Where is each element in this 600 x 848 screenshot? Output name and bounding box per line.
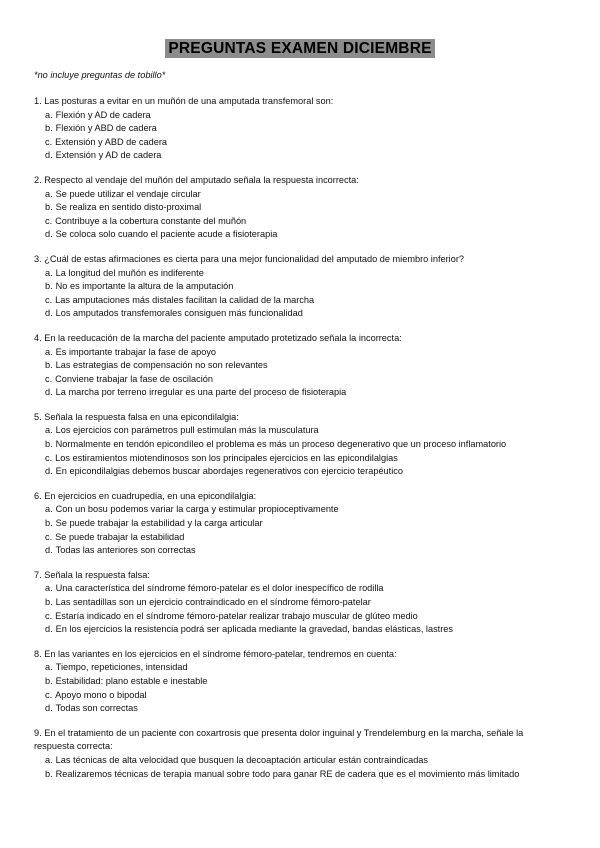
option-letter: b. bbox=[45, 439, 53, 450]
answer-option bbox=[34, 359, 566, 373]
option-letter: b. bbox=[45, 123, 53, 134]
option-list bbox=[34, 267, 566, 321]
answer-option bbox=[34, 689, 566, 703]
question-text: 4. En la reeducación de la marcha del paciente amputado protetizado señala la incorrecta: bbox=[34, 332, 402, 343]
option-letter: a. bbox=[45, 109, 53, 120]
option-letter: c. bbox=[45, 689, 53, 700]
option-text: Las sentadillas son un ejercicio contraindicado en el síndrome fémoro-patelar bbox=[55, 597, 371, 607]
question-3 bbox=[34, 253, 566, 321]
answer-option bbox=[34, 386, 566, 400]
option-list bbox=[34, 503, 566, 557]
option-letter: d. bbox=[45, 308, 53, 319]
question-text: 7. Señala la respuesta falsa: bbox=[34, 569, 150, 580]
option-letter: d. bbox=[45, 387, 53, 398]
question-list bbox=[34, 95, 566, 781]
option-text: Los amputados transfemorales consiguen más funcionalidad bbox=[55, 308, 303, 319]
answer-option bbox=[34, 610, 566, 624]
option-list bbox=[34, 346, 566, 400]
option-letter: b. bbox=[45, 281, 53, 292]
option-text: Todas son correctas bbox=[55, 703, 138, 714]
option-list bbox=[34, 109, 566, 163]
option-letter: b. bbox=[45, 360, 53, 371]
answer-option bbox=[34, 215, 566, 229]
option-letter: c. bbox=[45, 610, 53, 621]
option-letter: a. bbox=[45, 267, 53, 278]
option-letter: b. bbox=[45, 768, 53, 779]
option-text: Conviene trabajar la fase de oscilación bbox=[55, 373, 213, 384]
option-letter: b. bbox=[45, 202, 53, 213]
option-letter: a. bbox=[45, 583, 53, 594]
answer-option bbox=[34, 267, 566, 281]
answer-option bbox=[34, 623, 566, 637]
option-letter: c. bbox=[45, 294, 53, 305]
option-text: Normalmente en tendón epicondíleo el problema es más un proceso degenerativo que un proceso inflamatorio bbox=[55, 439, 507, 450]
option-text: Apoyo mono o bipodal bbox=[55, 689, 147, 700]
option-letter: c. bbox=[45, 452, 53, 463]
option-text: Se puede trabajar la estabilidad bbox=[55, 531, 185, 542]
option-text: La marcha por terreno irregular es una parte del proceso de fisioterapia bbox=[55, 387, 347, 398]
option-list bbox=[34, 754, 566, 781]
question-4 bbox=[34, 332, 566, 400]
option-letter: a. bbox=[45, 188, 53, 199]
option-letter: d. bbox=[45, 703, 53, 714]
option-text: Flexión y AD de cadera bbox=[55, 109, 151, 120]
option-list bbox=[34, 188, 566, 242]
answer-option bbox=[34, 424, 566, 438]
answer-option bbox=[34, 768, 566, 782]
answer-option bbox=[34, 702, 566, 716]
option-letter: a. bbox=[45, 754, 53, 765]
option-list bbox=[34, 424, 566, 478]
answer-option bbox=[34, 531, 566, 545]
option-letter: b. bbox=[45, 675, 53, 686]
answer-option bbox=[34, 465, 566, 479]
option-list bbox=[34, 661, 566, 715]
option-text: En los ejercicios la resistencia podrá ser aplicada mediante la gravedad, bandas elásticas, lastres bbox=[55, 624, 453, 635]
option-letter: d. bbox=[45, 150, 53, 161]
option-text: En epicondilalgias debemos buscar abordajes regenerativos con ejercicio terapéutico bbox=[55, 466, 403, 477]
option-letter: a. bbox=[45, 662, 53, 673]
question-text: 2. Respecto al vendaje del muñón del amputado señala la respuesta incorrecta: bbox=[34, 174, 359, 185]
option-text: No es importante la altura de la amputación bbox=[55, 281, 234, 292]
option-text: Contribuye a la cobertura constante del muñón bbox=[55, 215, 247, 226]
question-text: 3. ¿Cuál de estas afirmaciones es cierta para una mejor funcionalidad del amputado de miembro inferior? bbox=[34, 253, 465, 264]
answer-option bbox=[34, 754, 566, 768]
question-text: 1. Las posturas a evitar en un muñón de una amputada transfemoral son: bbox=[34, 96, 334, 106]
option-text: Se coloca solo cuando el paciente acude a fisioterapia bbox=[55, 229, 278, 240]
option-text: Con un bosu podemos variar la carga y estimular propioceptivamente bbox=[55, 504, 339, 515]
option-text: Flexión y ABD de cadera bbox=[55, 123, 157, 134]
option-text: Las amputaciones más distales facilitan la calidad de la marcha bbox=[55, 294, 315, 305]
answer-option bbox=[34, 307, 566, 321]
option-text: Realizaremos técnicas de terapia manual sobre todo para ganar RE de cadera que es el movimiento más limitado bbox=[55, 768, 520, 779]
question-text: 9. En el tratamiento de un paciente con coxartrosis que presenta dolor inguinal y Trendelemburg en la marcha, señale la respuesta correcta: bbox=[34, 727, 524, 752]
option-text: Se puede utilizar el vendaje circular bbox=[55, 188, 201, 199]
exam-note: *no incluye preguntas de tobillo* bbox=[34, 70, 166, 80]
question-text: 5. Señala la respuesta falsa en una epicondilalgia: bbox=[34, 411, 239, 422]
question-text: 8. En las variantes en los ejercicios en el síndrome fémoro-patelar, tendremos en cuenta: bbox=[34, 648, 397, 659]
option-letter: d. bbox=[45, 466, 53, 477]
answer-option bbox=[34, 438, 566, 452]
option-text: Las técnicas de alta velocidad que busquen la decoaptación articular están contraindicadas bbox=[55, 754, 429, 765]
answer-option bbox=[34, 582, 566, 596]
option-letter: a. bbox=[45, 425, 53, 436]
answer-option bbox=[34, 596, 566, 610]
answer-option bbox=[34, 109, 566, 123]
option-text: Las estrategias de compensación no son relevantes bbox=[55, 360, 268, 371]
option-letter: b. bbox=[45, 597, 53, 607]
option-letter: d. bbox=[45, 545, 53, 556]
answer-option bbox=[34, 188, 566, 202]
option-text: Se puede trabajar la estabilidad y la carga articular bbox=[55, 518, 263, 529]
answer-option bbox=[34, 373, 566, 387]
option-text: Los ejercicios con parámetros pull estimulan más la musculatura bbox=[55, 425, 319, 436]
option-text: Extensión y AD de cadera bbox=[55, 150, 162, 161]
page-title: PREGUNTAS EXAMEN DICIEMBRE bbox=[165, 39, 434, 58]
option-letter: c. bbox=[45, 373, 53, 384]
answer-option bbox=[34, 346, 566, 360]
answer-option bbox=[34, 122, 566, 136]
option-list bbox=[34, 582, 566, 636]
question-9 bbox=[34, 727, 566, 781]
option-text: Estabilidad: plano estable e inestable bbox=[55, 675, 208, 686]
answer-option bbox=[34, 201, 566, 215]
question-2 bbox=[34, 174, 566, 242]
option-text: Todas las anteriores son correctas bbox=[55, 545, 196, 556]
option-text: Los estiramientos miotendinosos son los principales ejercicios en las epicondilalgias bbox=[55, 452, 398, 463]
question-6 bbox=[34, 490, 566, 558]
option-text: Es importante trabajar la fase de apoyo bbox=[55, 346, 217, 357]
answer-option bbox=[34, 517, 566, 531]
option-letter: a. bbox=[45, 346, 53, 357]
title-wrap bbox=[34, 0, 566, 58]
answer-option bbox=[34, 136, 566, 150]
question-8 bbox=[34, 648, 566, 716]
option-letter: a. bbox=[45, 504, 53, 515]
answer-option bbox=[34, 661, 566, 675]
answer-option bbox=[34, 452, 566, 466]
question-1 bbox=[34, 95, 566, 163]
option-letter: c. bbox=[45, 531, 53, 542]
option-letter: b. bbox=[45, 518, 53, 529]
question-5 bbox=[34, 411, 566, 479]
option-text: Estaría indicado en el síndrome fémoro-patelar realizar trabajo muscular de glúteo medio bbox=[55, 610, 418, 621]
answer-option bbox=[34, 149, 566, 163]
answer-option bbox=[34, 544, 566, 558]
question-7 bbox=[34, 569, 566, 637]
option-letter: d. bbox=[45, 624, 53, 635]
option-letter: d. bbox=[45, 229, 53, 240]
option-text: Tiempo, repeticiones, intensidad bbox=[55, 662, 188, 673]
option-text: Una característica del síndrome fémoro-patelar es el dolor inespecífico de rodilla bbox=[55, 583, 384, 594]
answer-option bbox=[34, 675, 566, 689]
answer-option bbox=[34, 503, 566, 517]
option-text: La longitud del muñón es indiferente bbox=[55, 267, 204, 278]
answer-option bbox=[34, 294, 566, 308]
option-text: Se realiza en sentido disto-proximal bbox=[55, 202, 202, 213]
option-letter: c. bbox=[45, 136, 53, 147]
question-text: 6. En ejercicios en cuadrupedia, en una epicondilalgia: bbox=[34, 490, 257, 501]
answer-option bbox=[34, 228, 566, 242]
option-text: Extensión y ABD de cadera bbox=[55, 136, 168, 147]
answer-option bbox=[34, 280, 566, 294]
option-letter: c. bbox=[45, 215, 53, 226]
